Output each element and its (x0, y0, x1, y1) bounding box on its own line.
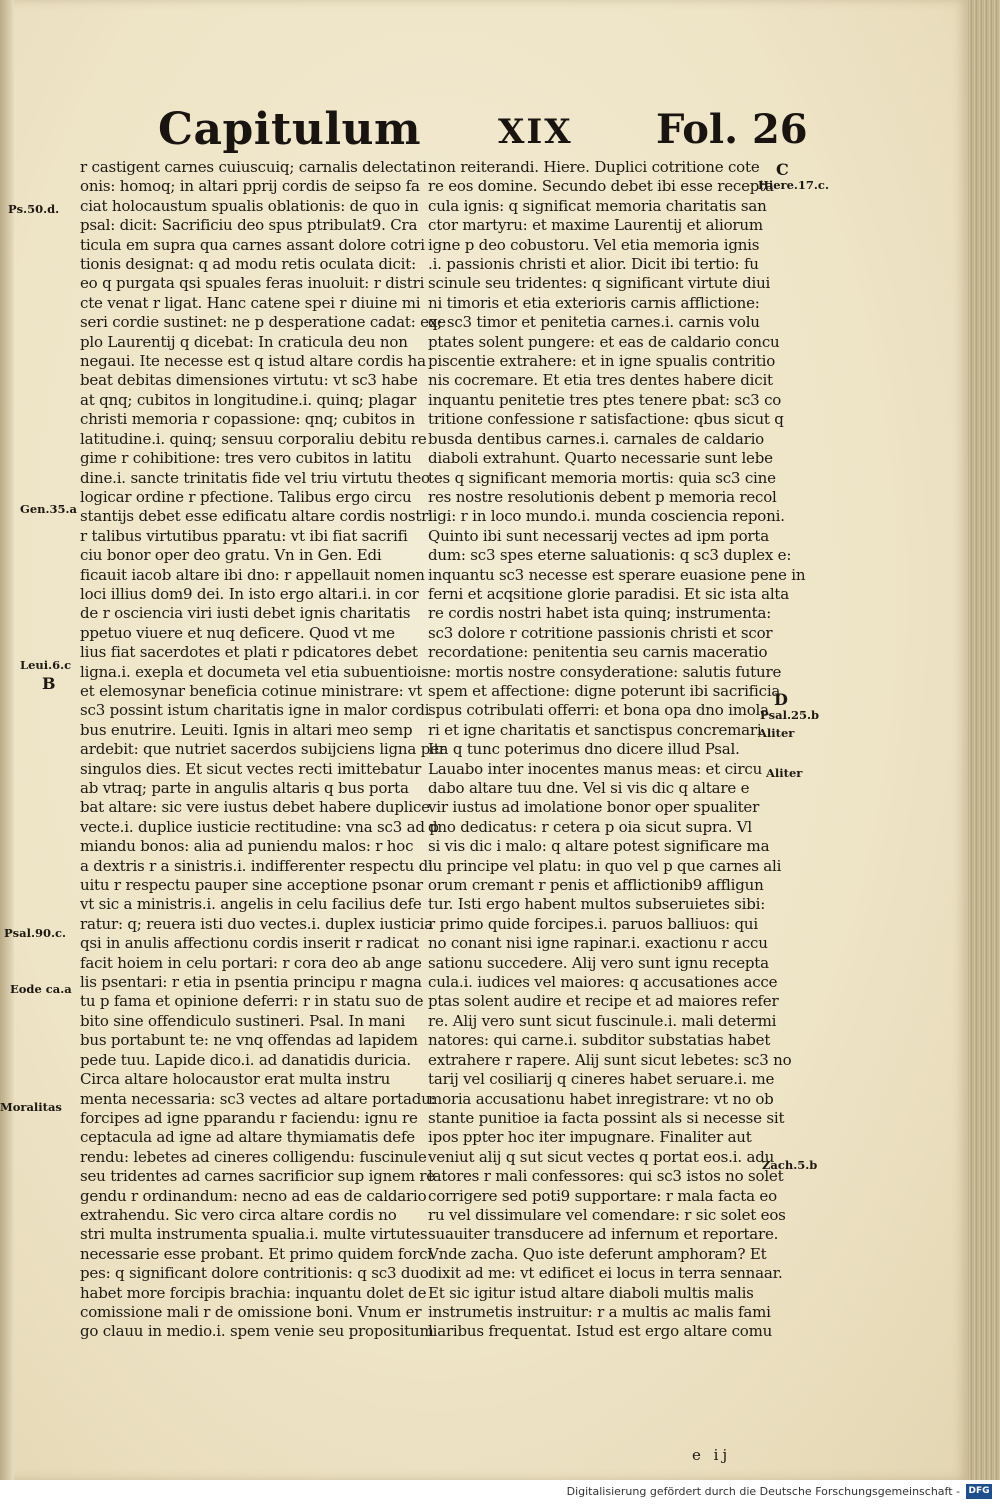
binding-gutter (0, 0, 14, 1480)
text-line: sc3 dolore r cotritione passionis christi et scor (428, 623, 773, 642)
text-line: instrumetis instruitur: r a multis ac malis fami (428, 1302, 771, 1321)
text-line: dine.i. sancte trinitatis fide vel triu virtutu theo (80, 468, 430, 487)
text-line: tritione confessione r satisfactione: qbus sicut q (428, 410, 784, 429)
margin-note: Psal.25.b (760, 708, 819, 722)
text-line: cula ignis: q significat memoria charitatis san (428, 196, 767, 215)
text-line: spus cotribulati offerri: et bona opa dno imola (428, 701, 769, 720)
text-line: r talibus virtutibus pparatu: vt ibi fiat sacrifi (80, 526, 408, 545)
text-line: ligna.i. exepla et documeta vel etia subuentiois (80, 662, 429, 681)
text-line: ru vel dissimulare vel comendare: r sic solet eos (428, 1205, 786, 1224)
text-line: veniut alij q sut sicut vectes q portat eos.i. adu (428, 1147, 775, 1166)
text-line: comissione mali r de omissione boni. Vnum er (80, 1302, 422, 1321)
text-line: orum cremant r penis et afflictionib9 affligun (428, 876, 764, 895)
text-line: extrahere r rapere. Alij sunt sicut lebetes: sc3 no (428, 1050, 792, 1069)
text-line: vt sic a ministris.i. angelis in celu facilius defe (80, 895, 422, 914)
margin-note: Aliter (766, 766, 803, 780)
text-line: ratur: q; reuera isti duo vectes.i. duplex iusticia (80, 914, 433, 933)
text-line: rendu: lebetes ad cineres colligendu: fuscinule (80, 1147, 427, 1166)
text-line: habet more forcipis brachia: inquantu dolet de (80, 1283, 427, 1302)
margin-note: Moralitas (0, 1100, 62, 1114)
text-line: singulos dies. Et sicut vectes recti imittebatur (80, 759, 422, 778)
text-line: re eos domine. Secundo debet ibi esse recepta (428, 177, 774, 196)
margin-note: C (776, 160, 789, 179)
left-text-column (80, 158, 446, 1342)
chapter-label: Capitulum (158, 104, 422, 155)
text-line: bat altare: sic vere iustus debet habere duplice (80, 798, 430, 817)
text-line: piscentie extrahere: et in igne spualis contritio (428, 352, 776, 371)
text-line: r castigent carnes cuiuscuiq; carnalis delectati (80, 158, 427, 176)
text-line: necessarie esse probant. Et primo quidem forci (80, 1244, 432, 1263)
text-line: sc3 possint istum charitatis igne in malor cordi (80, 701, 430, 720)
text-line: ferni et acqsitione glorie paradisi. Et sic ista alta (428, 584, 789, 603)
text-line: beat debitas dimensiones virtutu: vt sc3 habe (80, 371, 418, 390)
chapter-number: XIX (498, 112, 573, 152)
text-line: pede tuu. Lapide dico.i. ad danatidis duricia. (80, 1050, 411, 1069)
text-line: .i. passionis christi et alior. Dicit ibi tertio: fu (428, 255, 759, 274)
text-line: seu tridentes ad carnes sacrificior sup ignem re (80, 1167, 435, 1186)
text-line: corrigere sed poti9 supportare: r mala facta eo (428, 1186, 777, 1205)
margin-note: B (42, 674, 56, 693)
text-line: moria accusationu habet inregistrare: vt no ob (428, 1089, 774, 1108)
text-line: Ita q tunc poterimus dno dicere illud Psal. (428, 740, 740, 759)
text-line: igne p deo cobustoru. Vel etia memoria ignis (428, 235, 760, 254)
text-line: stantijs debet esse edificatu altare cordis nostri (80, 507, 433, 526)
text-line: extrahendu. Sic vero circa altare cordis no (80, 1205, 397, 1224)
footer-bar (0, 1480, 1000, 1504)
text-line: seri cordie sustinet: ne p desperatione cadat: exe (80, 313, 446, 332)
text-line: onis: homoq; in altari pprij cordis de seipso fa (80, 177, 420, 196)
text-line: liaribus frequentat. Istud est ergo altare comu (428, 1322, 773, 1341)
text-line: lius fiat sacerdotes et plati r pdicatores debet (80, 643, 418, 662)
text-line: dixit ad me: vt edificet ei locus in terra sennaar. (428, 1264, 783, 1283)
text-line: lis psentari: r etia in psentia principu r magna (80, 973, 422, 992)
text-line: ciu bonor oper deo gratu. Vn in Gen. Edi (80, 546, 382, 565)
text-line: eo q purgata qsi spuales feras inuoluit: r distri (80, 274, 425, 293)
text-line: stante punitioe ia facta possint als si necesse sit (428, 1108, 785, 1127)
text-line: non reiterandi. Hiere. Duplici cotritione cote (428, 158, 760, 176)
text-line: diaboli extrahunt. Quarto necessarie sunt lebe (428, 449, 773, 468)
text-line: ligi: r in loco mundo.i. munda cosciencia reponi. (428, 507, 785, 526)
text-line: recordatione: penitentia seu carnis maceratio (428, 643, 768, 662)
margin-note: Leui.6.c (20, 658, 72, 672)
text-line: si vis dic i malo: q altare potest significare ma (428, 837, 770, 856)
text-line: christi memoria r copassione: qnq; cubitos in (80, 410, 415, 429)
margin-note: Psal.90.c. (4, 926, 66, 940)
text-line: Vnde zacha. Quo iste deferunt amphoram? Et (428, 1244, 767, 1263)
text-line: forcipes ad igne pparandu r faciendu: ignu re (80, 1108, 418, 1127)
text-line: q; sc3 timor et penitetia carnes.i. carnis volu (428, 313, 760, 332)
text-line: vecte.i. duplice iusticie rectitudine: vna sc3 ad p (80, 817, 439, 836)
text-line: re. Alij vero sunt sicut fuscinule.i. mali determi (428, 1011, 777, 1030)
text-line: tarij vel cosiliarij q cineres habet seruare.i. me (428, 1070, 775, 1089)
text-line: ppetuo viuere et nuq deficere. Quod vt me (80, 623, 395, 642)
text-line: ceptacula ad igne ad altare thymiamatis defe (80, 1128, 415, 1147)
text-line: dno dedicatus: r cetera p oia sicut supra. Vl (428, 817, 752, 836)
text-line: latores r mali confessores: qui sc3 istos no solet (428, 1167, 784, 1186)
text-line: bus enutrire. Leuiti. Ignis in altari meo semp (80, 720, 413, 739)
text-line: suauiter transducere ad infernum et reportare. (428, 1225, 779, 1244)
text-line: inquantu penitetie tres ptes tenere pbat: sc3 co (428, 390, 782, 409)
text-line: cte venat r ligat. Hanc catene spei r diuine mi (80, 293, 421, 312)
text-line: Circa altare holocaustor erat multa instru (80, 1070, 391, 1089)
signature-mark: e ij (692, 1446, 732, 1464)
folio-label: Fol. (656, 106, 739, 153)
text-line: ab vtraq; parte in angulis altaris q bus porta (80, 779, 409, 797)
text-line: Quinto ibi sunt necessarij vectes ad ipm porta (428, 526, 769, 545)
text-line: ctor martyru: et maxime Laurentij et aliorum (428, 216, 763, 235)
margin-note: Gen.35.a (20, 502, 77, 516)
dfg-logo: DFG (966, 1484, 992, 1499)
text-line: dum: sc3 spes eterne saluationis: q sc3 duplex e: (428, 546, 792, 565)
text-line: gendu r ordinandum: necno ad eas de caldario (80, 1186, 427, 1205)
text-line: r primo quide forcipes.i. paruos balliuos: qui (428, 914, 758, 933)
margin-note: Aliter (758, 726, 795, 740)
text-line: ptates solent pungere: et eas de caldario concu (428, 332, 780, 351)
text-line: menta necessaria: sc3 vectes ad altare portadu: (80, 1089, 436, 1108)
text-line: tes q significant memoria mortis: quia sc3 cine (428, 468, 776, 487)
text-line: latitudine.i. quinq; sensuu corporaliu debitu re (80, 429, 427, 448)
text-line: nis cocremare. Et etia tres dentes habere dicit (428, 371, 773, 390)
text-line: lu principe vel platu: in quo vel p que carnes ali (428, 856, 782, 875)
text-line: at qnq; cubitos in longitudine.i. quinq; plagar (80, 390, 417, 409)
text-line: negaui. Ite necesse est q istud altare cordis ha (80, 352, 426, 371)
text-line: psal: dicit: Sacrificiu deo spus ptribulat9. Cra (80, 216, 418, 235)
text-line: scinule seu tridentes: q significant virtute diui (428, 274, 771, 293)
text-line: tionis designat: q ad modu retis oculata dicit: (80, 255, 416, 274)
text-line: uitu r respectu pauper sine acceptione psonar (80, 876, 423, 895)
text-line: ticula em supra qua carnes assant dolore cotri (80, 235, 425, 254)
text-line: spem et affectione: digne poterunt ibi sacrificia (428, 681, 781, 700)
text-line: pes: q significant dolore contritionis: q sc3 duo (80, 1264, 429, 1283)
text-line: re cordis nostri habet ista quinq; instrumenta: (428, 604, 772, 623)
text-line: Lauabo inter inocentes manus meas: et circu (428, 759, 763, 778)
text-line: res nostre resolutionis debent p memoria recol (428, 487, 777, 506)
text-line: stri multa instrumenta spualia.i. multe virtutes (80, 1225, 428, 1244)
funding-credit: Digitalisierung gefördert durch die Deutsche Forschungsgemeinschaft - (566, 1485, 960, 1498)
folio-heading (656, 106, 808, 153)
margin-note: D (774, 690, 788, 709)
text-line: a dextris r a sinistris.i. indifferenter respectu di (80, 856, 433, 875)
text-line: qsi in anulis affectionu cordis inserit r radicat (80, 934, 419, 953)
text-line: go clauu in medio.i. spem venie seu propositum (80, 1322, 434, 1341)
text-line: dabo altare tuu dne. Vel si vis dic q altare e (428, 779, 750, 797)
margin-note: Zach.5.b (762, 1158, 818, 1172)
text-line: ri et igne charitatis et sanctispus concremari. (428, 720, 767, 739)
text-line: tur. Isti ergo habent multos subseruietes sibi: (428, 895, 766, 914)
text-line: natores: qui carne.i. subditor substatias habet (428, 1031, 771, 1050)
text-line: bito sine offendiculo sustineri. Psal. In mani (80, 1011, 406, 1030)
margin-note: Hiere.17.c. (758, 178, 829, 192)
text-line: plo Laurentij q dicebat: In craticula deu non (80, 332, 408, 351)
text-line: miandu bonos: alia ad puniendu malos: r hoc (80, 837, 414, 856)
text-line: ardebit: que nutriet sacerdos subijciens ligna per (80, 740, 446, 759)
text-line: cula.i. iudices vel maiores: q accusationes acce (428, 973, 778, 992)
text-line: bus portabunt te: ne vnq offendas ad lapidem (80, 1031, 418, 1050)
text-line: gime r cohibitione: tres vero cubitos in latitu (80, 449, 412, 468)
text-line: tu p fama et opinione deferri: r in statu suo de (80, 992, 424, 1011)
text-line: ni timoris et etia exterioris carnis afflictione: (428, 293, 760, 312)
text-line: sationu succedere. Alij vero sunt ignu recepta (428, 953, 769, 972)
text-line: vir iustus ad imolatione bonor oper spualiter (428, 798, 760, 817)
text-line: no conant nisi igne rapinar.i. exactionu r accu (428, 934, 768, 953)
text-line: loci illius dom9 dei. In isto ergo altari.i. in cor (80, 584, 419, 603)
text-line: ficauit iacob altare ibi dno: r appellauit nomen (80, 565, 425, 584)
text-line: et elemosynar beneficia cotinue ministrare: vt (80, 681, 423, 700)
page-stack-edge (968, 0, 1000, 1480)
text-line: busda dentibus carnes.i. carnales de caldario (428, 429, 765, 448)
text-line: de r osciencia viri iusti debet ignis charitatis (80, 604, 411, 623)
text-line: ne: mortis nostre consyderatione: salutis future (428, 662, 782, 681)
text-line: facit hoiem in celu portari: r cora deo ab ange (80, 953, 422, 972)
text-line: inquantu sc3 necesse est sperare euasione pene in (428, 565, 806, 584)
margin-note: Eode ca.a (10, 982, 72, 996)
margin-note: Ps.50.d. (8, 202, 60, 216)
text-line: ipos ppter hoc iter impugnare. Finaliter aut (428, 1128, 752, 1147)
folio-number: 26 (751, 106, 808, 153)
text-line: ciat holocaustum spualis oblationis: de quo in (80, 196, 419, 215)
text-line: Et sic igitur istud altare diaboli multis malis (428, 1283, 754, 1302)
text-line: ptas solent audire et recipe et ad maiores refer (428, 992, 779, 1011)
text-line: logicar ordine r pfectione. Talibus ergo circu (80, 487, 412, 506)
